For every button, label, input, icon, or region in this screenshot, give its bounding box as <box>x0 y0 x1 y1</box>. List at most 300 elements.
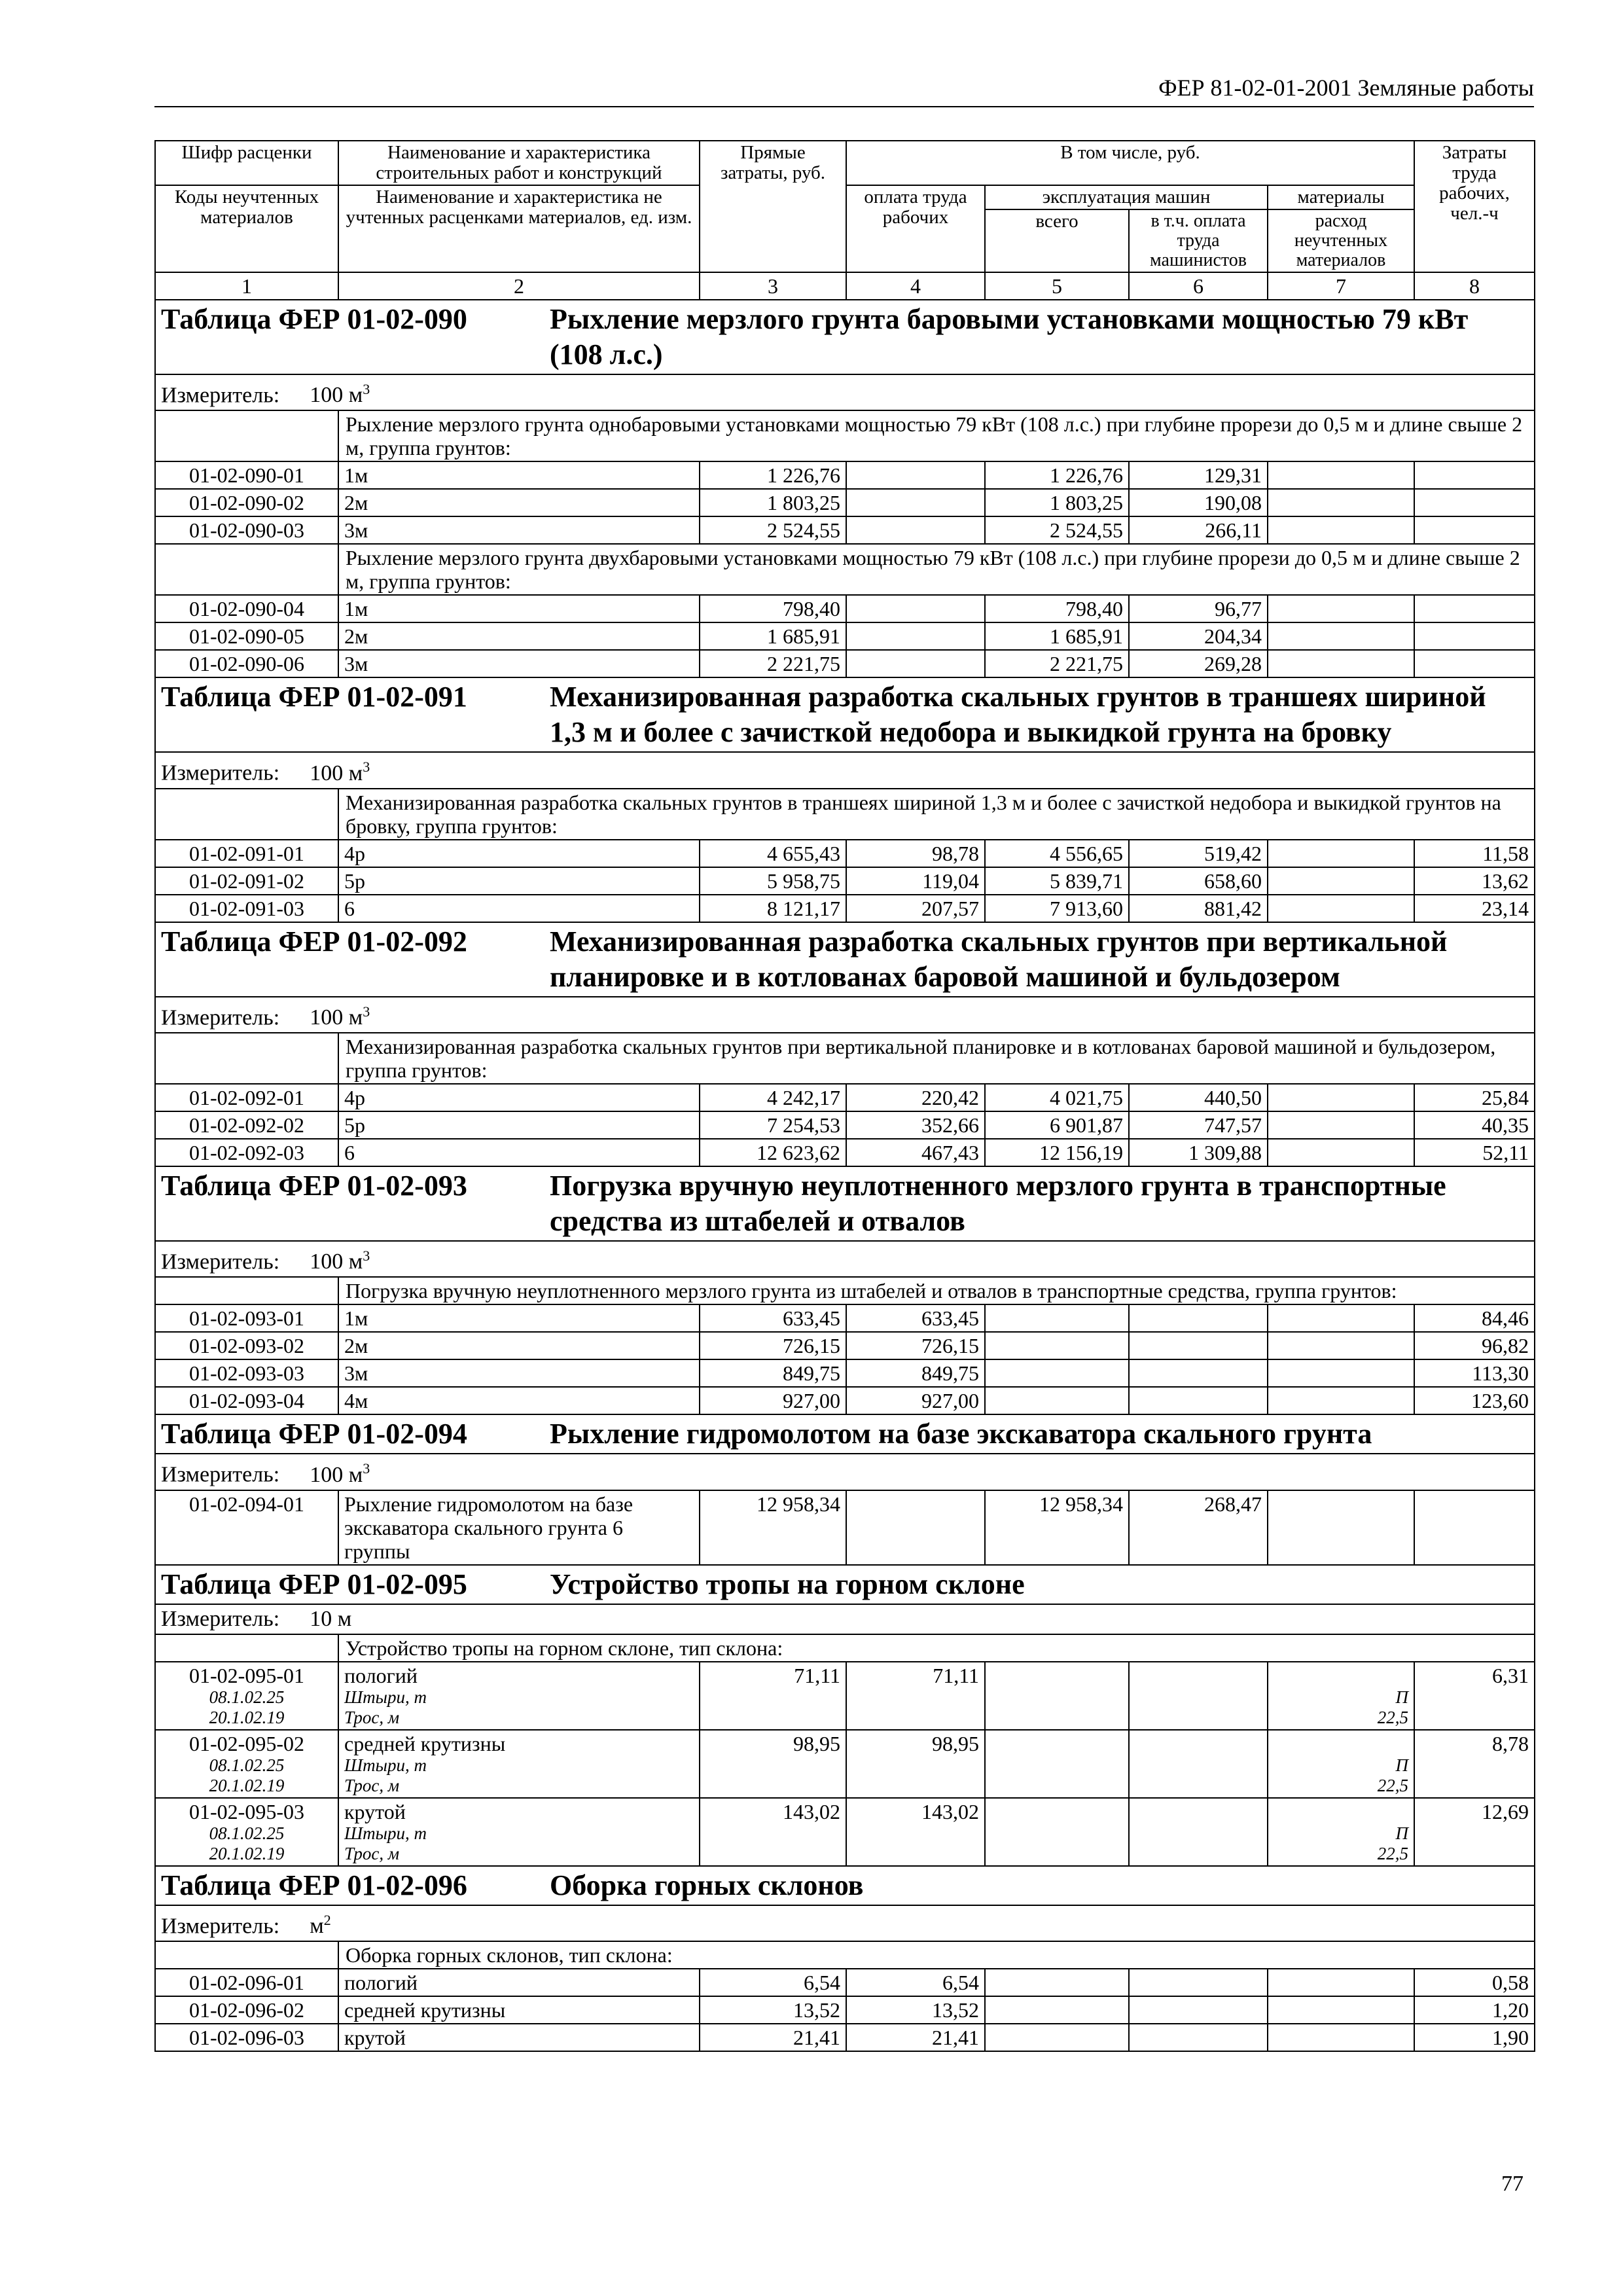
header-cell-materials: материалы <box>1268 185 1414 209</box>
work-name <box>338 595 700 622</box>
description-row <box>155 544 1535 595</box>
unit-cell <box>155 1241 1535 1277</box>
operator-pay: 266,11 <box>1129 516 1268 544</box>
work-name <box>338 1111 700 1139</box>
labor-hours: 0,58 <box>1414 1969 1535 1996</box>
work-name <box>338 840 700 867</box>
labor-hours <box>1414 595 1535 622</box>
unit-exponent: 2 <box>323 1911 331 1928</box>
direct-cost: 98,95 <box>700 1730 846 1798</box>
work-name <box>338 1969 700 1996</box>
table-title-row <box>155 1166 1535 1241</box>
rate-code <box>155 895 338 922</box>
header-cell-labor-hours: Затраты труда рабочих, чел.-ч <box>1414 141 1535 272</box>
labor-pay: 13,52 <box>846 1996 985 2024</box>
work-name-text: Рыхление гидромолотом на базе экскаватора скального грунта 6 группы <box>344 1492 633 1563</box>
unit-value: 100 м <box>310 1249 363 1274</box>
material-consumption <box>1268 461 1414 489</box>
labor-hours: 25,84 <box>1414 1084 1535 1111</box>
unit-value: 10 м <box>310 1606 352 1631</box>
direct-cost: 4 242,17 <box>700 1084 846 1111</box>
rate-code <box>155 461 338 489</box>
rate-code-text: 01-02-096-02 <box>189 1998 304 2022</box>
unit-row <box>155 1241 1535 1277</box>
material-consumption <box>1268 1490 1414 1565</box>
table-row <box>155 895 1535 922</box>
unit-value: 100 м <box>310 1462 363 1487</box>
table-row <box>155 1996 1535 2024</box>
unit-exponent: 3 <box>363 1460 370 1477</box>
direct-cost: 1 803,25 <box>700 489 846 516</box>
work-name <box>338 1139 700 1166</box>
unit-cell <box>155 1905 1535 1941</box>
rate-code <box>155 1996 338 2024</box>
labor-pay: 220,42 <box>846 1084 985 1111</box>
rate-code <box>155 1111 338 1139</box>
header-cell-operator-pay: в т.ч. оплата труда машинистов <box>1129 209 1268 272</box>
work-description: Погрузка вручную неуплотненного мерзлого грунта из штабелей и отвалов в транспортные средства, группа грунтов: <box>338 1277 1535 1304</box>
labor-pay: 467,43 <box>846 1139 985 1166</box>
machine-cost <box>985 1387 1129 1414</box>
operator-pay: 1 309,88 <box>1129 1139 1268 1166</box>
rate-code-text: 01-02-096-03 <box>189 2025 304 2049</box>
table-header <box>155 141 1535 300</box>
work-name <box>338 461 700 489</box>
unit-value: м <box>310 1913 324 1938</box>
work-name-text: 1м <box>344 1306 368 1331</box>
unit-cell <box>155 752 1535 788</box>
labor-pay: 143,02 <box>846 1798 985 1866</box>
rate-code <box>155 622 338 650</box>
machine-cost: 1 803,25 <box>985 489 1129 516</box>
rate-code <box>155 1798 338 1866</box>
labor-pay <box>846 595 985 622</box>
work-description: Оборка горных склонов, тип склона: <box>338 1941 1535 1969</box>
operator-pay <box>1129 1730 1268 1798</box>
material-amount: 22,5 <box>1377 1843 1408 1863</box>
unit-row <box>155 997 1535 1033</box>
column-number: 6 <box>1129 272 1268 300</box>
operator-pay <box>1129 1996 1268 2024</box>
table-row <box>155 650 1535 677</box>
operator-pay <box>1129 2024 1268 2051</box>
table-label: Таблица ФЕР 01-02-093 <box>161 1169 467 1202</box>
direct-cost: 12 958,34 <box>700 1490 846 1565</box>
operator-pay <box>1129 1969 1268 1996</box>
header-cell-material-names: Наименование и характеристика не учтенных расценками материалов, ед. изм. <box>338 185 700 272</box>
machine-cost: 4 021,75 <box>985 1084 1129 1111</box>
table-title-cell <box>155 1414 1535 1454</box>
labor-pay: 98,78 <box>846 840 985 867</box>
rate-code-text: 01-02-093-04 <box>189 1389 304 1413</box>
column-numbers-row <box>155 272 1535 300</box>
labor-hours: 113,30 <box>1414 1359 1535 1387</box>
labor-pay: 21,41 <box>846 2024 985 2051</box>
material-amount: П <box>1395 1755 1408 1775</box>
rate-code <box>155 840 338 867</box>
unit-label: Измеритель: <box>161 761 280 785</box>
labor-hours: 52,11 <box>1414 1139 1535 1166</box>
operator-pay <box>1129 1332 1268 1359</box>
column-number: 7 <box>1268 272 1414 300</box>
material-consumption <box>1268 1996 1414 2024</box>
table-row <box>155 1304 1535 1332</box>
column-number: 8 <box>1414 272 1535 300</box>
rate-code-text: 01-02-093-01 <box>189 1306 304 1331</box>
work-name <box>338 1730 700 1798</box>
direct-cost: 2 221,75 <box>700 650 846 677</box>
work-name <box>338 1996 700 2024</box>
direct-cost: 21,41 <box>700 2024 846 2051</box>
labor-hours <box>1414 1490 1535 1565</box>
machine-cost: 7 913,60 <box>985 895 1129 922</box>
rate-code <box>155 516 338 544</box>
table-row <box>155 867 1535 895</box>
material-consumption <box>1268 2024 1414 2051</box>
work-name-text: 2м <box>344 624 368 649</box>
table-row <box>155 489 1535 516</box>
header-cell-code: Шифр расценки <box>155 141 338 185</box>
rate-code <box>155 867 338 895</box>
rate-code-text: 01-02-095-01 <box>189 1663 304 1687</box>
labor-hours <box>1414 516 1535 544</box>
rate-code <box>155 1139 338 1166</box>
labor-hours <box>1414 650 1535 677</box>
unit-cell <box>155 374 1535 410</box>
unit-value: 100 м <box>310 761 363 785</box>
labor-hours: 6,31 <box>1414 1662 1535 1730</box>
operator-pay: 204,34 <box>1129 622 1268 650</box>
work-name-text: 5р <box>344 869 365 893</box>
material-consumption <box>1268 489 1414 516</box>
header-cell-material-consumption: расход неучтенных материалов <box>1268 209 1414 272</box>
table-label: Таблица ФЕР 01-02-096 <box>161 1869 467 1901</box>
operator-pay: 96,77 <box>1129 595 1268 622</box>
material-code: 20.1.02.19 <box>209 1843 285 1863</box>
labor-pay <box>846 516 985 544</box>
table-label: Таблица ФЕР 01-02-094 <box>161 1418 467 1450</box>
labor-pay: 927,00 <box>846 1387 985 1414</box>
header-cell-direct: Прямые затраты, руб. <box>700 141 846 272</box>
table-title-cell <box>155 1866 1535 1905</box>
work-name-text: 2м <box>344 491 368 515</box>
work-name-text: 5р <box>344 1113 365 1137</box>
table-title-cell <box>155 1565 1535 1604</box>
rate-code-text: 01-02-093-03 <box>189 1361 304 1386</box>
page-number: 77 <box>1501 2172 1524 2196</box>
table-row <box>155 840 1535 867</box>
table-title: Механизированная разработка скальных грунтов в траншеях шириной 1,3 м и более с зачисткой недобора и выкидкой грунта на бровку <box>550 681 1486 749</box>
work-name <box>338 650 700 677</box>
machine-cost: 1 685,91 <box>985 622 1129 650</box>
work-name-text: 4р <box>344 1085 365 1109</box>
table-label: Таблица ФЕР 01-02-091 <box>161 681 467 713</box>
rate-code <box>155 1662 338 1730</box>
labor-hours: 84,46 <box>1414 1304 1535 1332</box>
header-cell-labor-pay: оплата труда рабочих <box>846 185 985 272</box>
description-row <box>155 1033 1535 1084</box>
work-name-text: 6 <box>344 896 355 920</box>
labor-hours <box>1414 622 1535 650</box>
header-cell-including: В том числе, руб. <box>846 141 1414 185</box>
machine-cost <box>985 1304 1129 1332</box>
rate-code <box>155 1359 338 1387</box>
description-row <box>155 1941 1535 1969</box>
material-name: Штыри, т <box>344 1687 427 1707</box>
work-name-text: 1м <box>344 597 368 621</box>
direct-cost: 633,45 <box>700 1304 846 1332</box>
rate-code-text: 01-02-090-03 <box>189 518 304 543</box>
table-row <box>155 2024 1535 2051</box>
labor-pay <box>846 489 985 516</box>
labor-pay: 98,95 <box>846 1730 985 1798</box>
work-name-text: 3м <box>344 652 368 676</box>
direct-cost: 2 524,55 <box>700 516 846 544</box>
direct-cost: 726,15 <box>700 1332 846 1359</box>
unit-cell <box>155 1454 1535 1490</box>
unit-label: Измеритель: <box>161 1913 280 1938</box>
machine-cost: 1 226,76 <box>985 461 1129 489</box>
material-consumption <box>1268 1332 1414 1359</box>
rate-code-text: 01-02-092-01 <box>189 1085 304 1109</box>
machine-cost: 12 156,19 <box>985 1139 1129 1166</box>
material-consumption <box>1268 1111 1414 1139</box>
table-label: Таблица ФЕР 01-02-092 <box>161 925 467 958</box>
material-code: 08.1.02.25 <box>209 1755 285 1775</box>
rate-code-text: 01-02-094-01 <box>189 1492 304 1516</box>
table-title-row <box>155 300 1535 374</box>
material-consumption <box>1268 895 1414 922</box>
rate-code-text: 01-02-092-02 <box>189 1113 304 1137</box>
material-code: 20.1.02.19 <box>209 1707 285 1727</box>
labor-pay: 352,66 <box>846 1111 985 1139</box>
table-row <box>155 1490 1535 1565</box>
material-consumption <box>1268 1139 1414 1166</box>
description-spacer <box>155 544 338 595</box>
labor-pay <box>846 1490 985 1565</box>
work-name <box>338 622 700 650</box>
material-consumption <box>1268 1304 1414 1332</box>
machine-cost: 2 524,55 <box>985 516 1129 544</box>
table-row <box>155 1139 1535 1166</box>
material-code: 20.1.02.19 <box>209 1775 285 1795</box>
rate-code <box>155 1332 338 1359</box>
machine-cost: 4 556,65 <box>985 840 1129 867</box>
table-title: Устройство тропы на горном склоне <box>550 1568 1025 1600</box>
unit-row <box>155 374 1535 410</box>
work-name <box>338 1490 700 1565</box>
table-title-cell <box>155 677 1535 752</box>
material-consumption <box>1268 1387 1414 1414</box>
labor-hours: 11,58 <box>1414 840 1535 867</box>
labor-hours: 12,69 <box>1414 1798 1535 1866</box>
table-label: Таблица ФЕР 01-02-090 <box>161 303 467 335</box>
machine-cost: 12 958,34 <box>985 1490 1129 1565</box>
table-body <box>155 300 1535 2051</box>
work-name <box>338 1332 700 1359</box>
material-amount: 22,5 <box>1377 1707 1408 1727</box>
unit-row <box>155 1454 1535 1490</box>
direct-cost: 4 655,43 <box>700 840 846 867</box>
machine-cost <box>985 1332 1129 1359</box>
labor-hours: 1,90 <box>1414 2024 1535 2051</box>
running-header: ФЕР 81-02-01-2001 Земляные работы <box>154 73 1534 107</box>
work-name <box>338 516 700 544</box>
direct-cost: 7 254,53 <box>700 1111 846 1139</box>
material-amount: П <box>1395 1687 1408 1707</box>
header-cell-machines-total: всего <box>985 209 1129 272</box>
direct-cost: 8 121,17 <box>700 895 846 922</box>
table-title-row <box>155 1866 1535 1905</box>
rate-code-text: 01-02-095-03 <box>189 1799 304 1823</box>
work-name <box>338 1304 700 1332</box>
work-name <box>338 1084 700 1111</box>
work-description: Механизированная разработка скальных грунтов в траншеях шириной 1,3 м и более с зачисткой недобора и выкидкой грунтов на бровку, группа грунтов: <box>338 789 1535 840</box>
labor-pay: 119,04 <box>846 867 985 895</box>
table-row <box>155 1969 1535 1996</box>
labor-pay: 633,45 <box>846 1304 985 1332</box>
work-name-text: средней крутизны <box>344 1998 506 2022</box>
column-number: 3 <box>700 272 846 300</box>
table-title: Рыхление гидромолотом на базе экскаватора скального грунта <box>550 1418 1372 1450</box>
table-title-row <box>155 922 1535 997</box>
rate-code-text: 01-02-093-02 <box>189 1334 304 1358</box>
operator-pay <box>1129 1798 1268 1866</box>
table-title-cell <box>155 922 1535 997</box>
work-name-text: крутой <box>344 2025 406 2049</box>
work-name <box>338 489 700 516</box>
rate-code-text: 01-02-090-06 <box>189 652 304 676</box>
material-name: Трос, м <box>344 1843 400 1863</box>
work-description: Механизированная разработка скальных грунтов при вертикальной планировке и в котлованах баровой машиной и бульдозером, группа грунтов: <box>338 1033 1535 1084</box>
rate-code-text: 01-02-095-02 <box>189 1731 304 1755</box>
rate-code <box>155 1730 338 1798</box>
operator-pay <box>1129 1662 1268 1730</box>
description-spacer <box>155 1634 338 1662</box>
table-title-cell <box>155 300 1535 374</box>
material-consumption <box>1268 840 1414 867</box>
labor-pay: 6,54 <box>846 1969 985 1996</box>
material-code: 08.1.02.25 <box>209 1823 285 1843</box>
work-name-text: 4р <box>344 841 365 865</box>
work-name <box>338 867 700 895</box>
rate-code-text: 01-02-091-03 <box>189 896 304 920</box>
labor-hours: 40,35 <box>1414 1111 1535 1139</box>
table-row <box>155 461 1535 489</box>
table-row <box>155 595 1535 622</box>
description-row <box>155 789 1535 840</box>
operator-pay <box>1129 1387 1268 1414</box>
rate-code-text: 01-02-096-01 <box>189 1970 304 1994</box>
direct-cost: 71,11 <box>700 1662 846 1730</box>
work-name <box>338 1662 700 1730</box>
material-consumption <box>1268 622 1414 650</box>
operator-pay: 747,57 <box>1129 1111 1268 1139</box>
work-name-text: 1м <box>344 463 368 488</box>
labor-hours: 23,14 <box>1414 895 1535 922</box>
direct-cost: 849,75 <box>700 1359 846 1387</box>
labor-hours: 8,78 <box>1414 1730 1535 1798</box>
material-name: Штыри, т <box>344 1755 427 1775</box>
rate-code <box>155 1084 338 1111</box>
unit-value: 100 м <box>310 383 363 408</box>
column-number: 1 <box>155 272 338 300</box>
work-name <box>338 1387 700 1414</box>
labor-pay: 71,11 <box>846 1662 985 1730</box>
work-name-text: пологий <box>344 1663 418 1687</box>
work-description: Устройство тропы на горном склоне, тип склона: <box>338 1634 1535 1662</box>
material-consumption <box>1268 1359 1414 1387</box>
rates-table <box>154 140 1535 2052</box>
material-consumption <box>1268 1662 1414 1730</box>
unit-label: Измеритель: <box>161 383 280 408</box>
table-row <box>155 1332 1535 1359</box>
table-title-row <box>155 677 1535 752</box>
table-label: Таблица ФЕР 01-02-095 <box>161 1568 467 1600</box>
labor-hours: 123,60 <box>1414 1387 1535 1414</box>
machine-cost <box>985 1969 1129 1996</box>
unit-row <box>155 1604 1535 1634</box>
material-consumption <box>1268 1969 1414 1996</box>
direct-cost: 5 958,75 <box>700 867 846 895</box>
labor-hours: 13,62 <box>1414 867 1535 895</box>
operator-pay: 269,28 <box>1129 650 1268 677</box>
material-amount: П <box>1395 1823 1408 1843</box>
operator-pay: 881,42 <box>1129 895 1268 922</box>
rate-code-text: 01-02-090-01 <box>189 463 304 488</box>
rate-code-text: 01-02-091-01 <box>189 841 304 865</box>
work-name-text: 3м <box>344 1361 368 1386</box>
rate-code <box>155 595 338 622</box>
rate-code <box>155 650 338 677</box>
material-consumption <box>1268 1730 1414 1798</box>
table-row <box>155 1798 1535 1866</box>
table-row <box>155 1111 1535 1139</box>
table-row <box>155 516 1535 544</box>
direct-cost: 143,02 <box>700 1798 846 1866</box>
unit-label: Измеритель: <box>161 1249 280 1274</box>
rate-code <box>155 489 338 516</box>
operator-pay: 519,42 <box>1129 840 1268 867</box>
operator-pay: 268,47 <box>1129 1490 1268 1565</box>
unit-value: 100 м <box>310 1005 363 1030</box>
work-name <box>338 1359 700 1387</box>
material-consumption <box>1268 867 1414 895</box>
machine-cost: 798,40 <box>985 595 1129 622</box>
work-description: Рыхление мерзлого грунта однобаровыми установками мощностью 79 кВт (108 л.с.) при глубине прорези до 0,5 м и длине свыше 2 м, группа грунтов: <box>338 410 1535 461</box>
rate-code-text: 01-02-090-05 <box>189 624 304 649</box>
work-name-text: крутой <box>344 1799 406 1823</box>
labor-pay: 849,75 <box>846 1359 985 1387</box>
direct-cost: 1 226,76 <box>700 461 846 489</box>
unit-exponent: 3 <box>363 1003 370 1020</box>
direct-cost: 13,52 <box>700 1996 846 2024</box>
unit-row <box>155 752 1535 788</box>
direct-cost: 1 685,91 <box>700 622 846 650</box>
work-name-text: 6 <box>344 1140 355 1164</box>
table-title: Погрузка вручную неуплотненного мерзлого грунта в транспортные средства из штабелей и отвалов <box>550 1169 1446 1237</box>
labor-pay: 726,15 <box>846 1332 985 1359</box>
rate-code-text: 01-02-092-03 <box>189 1140 304 1164</box>
work-name-text: 2м <box>344 1334 368 1358</box>
work-name <box>338 1798 700 1866</box>
operator-pay: 129,31 <box>1129 461 1268 489</box>
work-name <box>338 895 700 922</box>
material-amount: 22,5 <box>1377 1775 1408 1795</box>
work-name <box>338 2024 700 2051</box>
header-cell-name: Наименование и характеристика строительных работ и конструкций <box>338 141 700 185</box>
work-description: Рыхление мерзлого грунта двухбаровыми установками мощностью 79 кВт (108 л.с.) при глубине прорези до 0,5 м и длине свыше 2 м, группа грунтов: <box>338 544 1535 595</box>
